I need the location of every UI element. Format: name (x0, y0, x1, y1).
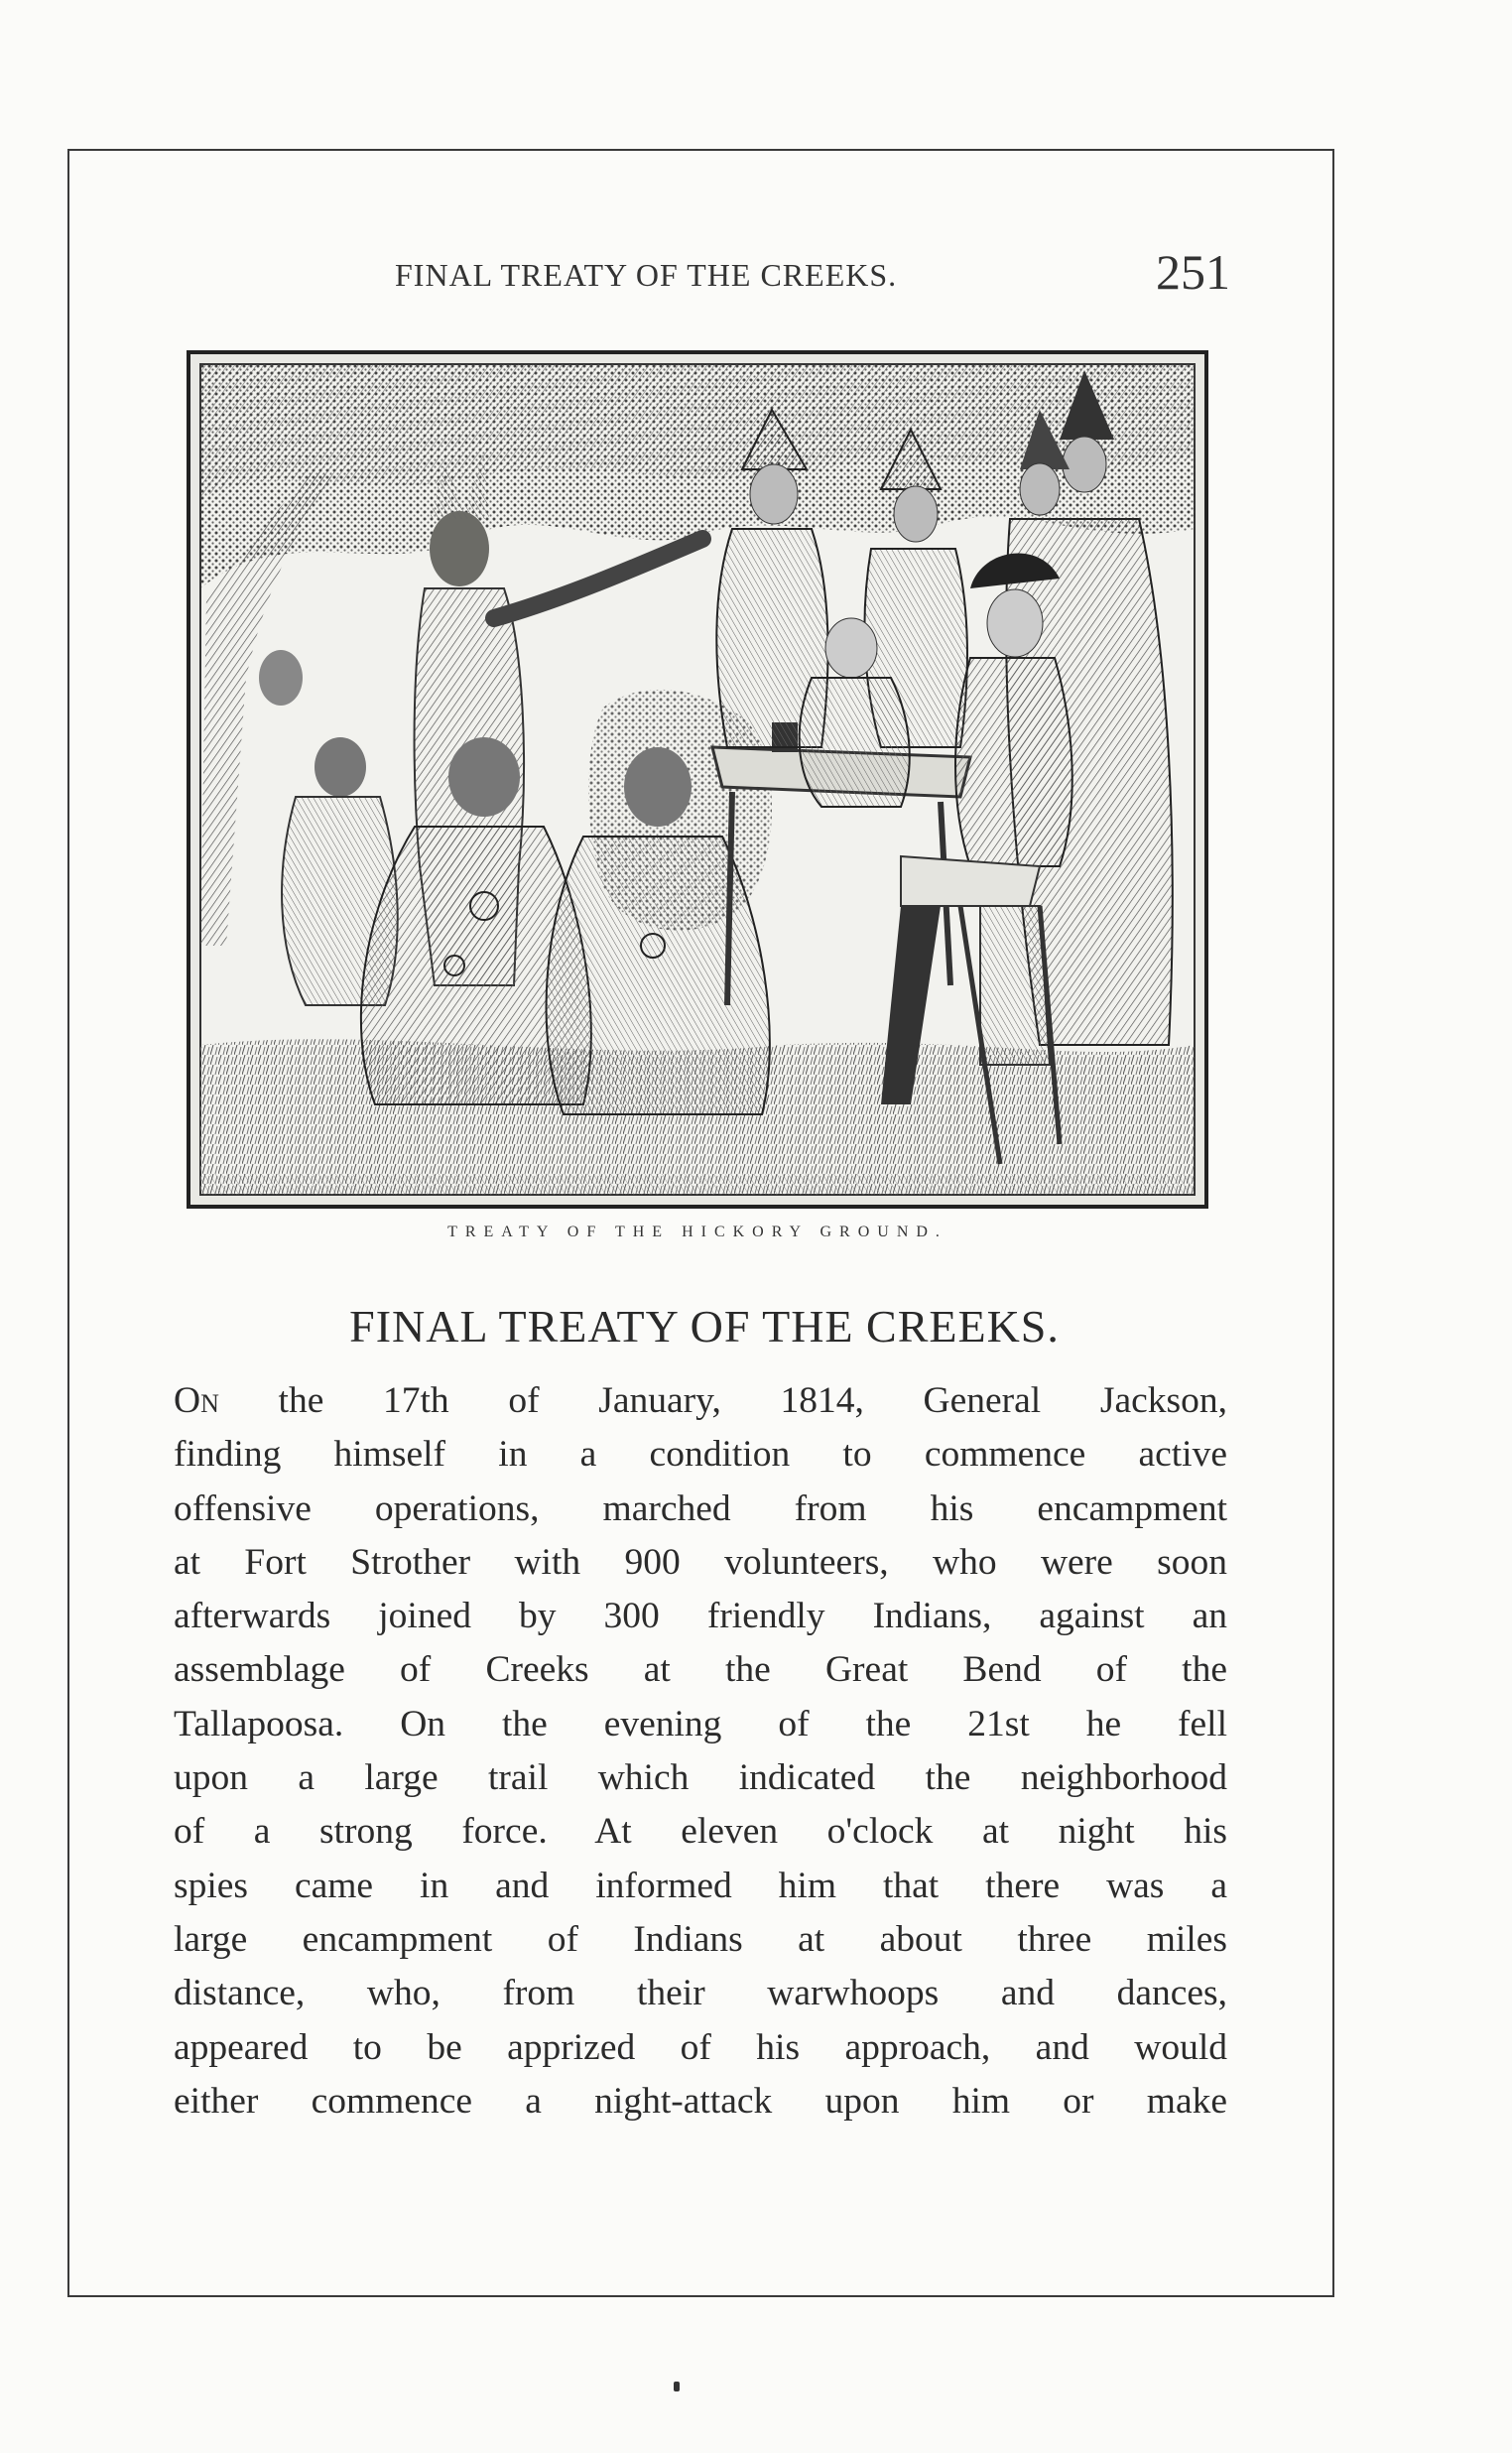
text-line-5: afterwards joined by 300 friendly Indians, against an (174, 1596, 1227, 1637)
running-head-title: FINAL TREATY OF THE CREEKS. (395, 257, 898, 293)
text-line-10: spies came in and informed him that there was a (174, 1865, 1227, 1906)
text-line-9: of a strong force. At eleven o'clock at night his (174, 1811, 1227, 1853)
body-paragraph (174, 1374, 1227, 2129)
page-number: 251 (1156, 244, 1230, 300)
running-head (387, 243, 1230, 303)
lead-word: On (174, 1380, 219, 1421)
footer-mark (674, 2382, 680, 2391)
text-line-6: assemblage of Creeks at the Great Bend of the (174, 1649, 1227, 1691)
text-line-8: upon a large trail which indicated the neighborhood (174, 1757, 1227, 1799)
text-line-3: offensive operations, marched from his encampment (174, 1487, 1227, 1529)
engraving-picture (187, 350, 1208, 1209)
text-line-1: On the 17th of January, 1814, General Jackson, (174, 1380, 1227, 1421)
text-line-14: either commence a night-attack upon him or make (174, 2080, 1227, 2122)
text-line-7: Tallapoosa. On the evening of the 21st he fell (174, 1703, 1227, 1744)
text-line-12: distance, who, from their warwhoops and dances, (174, 1973, 1227, 2014)
text-line-2: finding himself in a condition to commence active (174, 1434, 1227, 1476)
engraving-illustration (187, 350, 1208, 1209)
illustration-caption: TREATY OF THE HICKORY GROUND. (447, 1224, 947, 1240)
section-title: FINAL TREATY OF THE CREEKS. (349, 1301, 1060, 1352)
text-line-11: large encampment of Indians at about three miles (174, 1918, 1227, 1960)
text-line-13: appeared to be apprized of his approach, and would (174, 2026, 1227, 2068)
text-line-4: at Fort Strother with 900 volunteers, who were soon (174, 1541, 1227, 1583)
